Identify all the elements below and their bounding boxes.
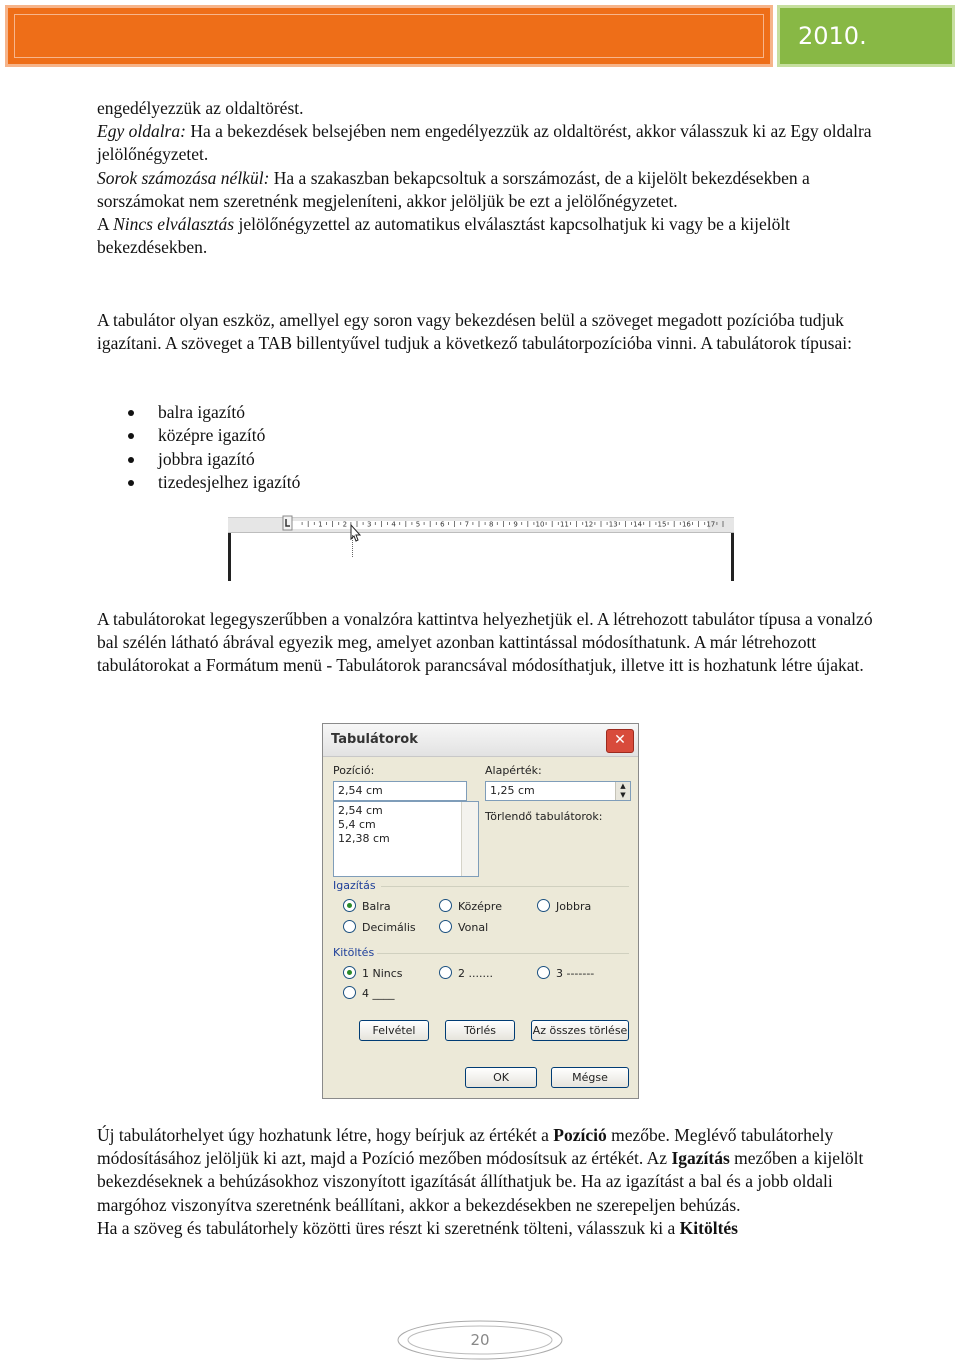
ruler-number: 11 [559, 520, 569, 529]
ruler-number: 6 [440, 520, 445, 529]
radio-decimal[interactable] [343, 920, 416, 934]
radio-icon [537, 899, 550, 912]
default-stops-input[interactable] [485, 781, 631, 801]
page-edge-right [731, 533, 734, 581]
radio-leader-dashes[interactable] [537, 966, 594, 980]
radio-icon [537, 966, 550, 979]
leader-group-label: Kitöltés [333, 946, 375, 959]
term: Egy oldalra: [97, 121, 186, 142]
ruler-scale [228, 515, 734, 531]
option-no-line-numbers [97, 167, 877, 213]
bold-term: Igazítás [671, 1148, 730, 1169]
delete-stops-label: Törlendő tabulátorok: [485, 810, 603, 823]
ruler-number: 9 [513, 520, 518, 529]
list-item: jobbra igazító [97, 448, 300, 471]
page-number [395, 1318, 565, 1362]
radio-center[interactable] [439, 899, 502, 913]
text: Ha a szöveg és tabulátorhely közötti üres részt ki szeretnénk tölteni, válasszuk ki a [97, 1217, 680, 1238]
text-line: engedélyezzük az oldaltörést. [97, 98, 304, 118]
radio-icon [343, 966, 356, 979]
close-icon[interactable]: ✕ [606, 729, 634, 753]
radio-icon [343, 920, 356, 933]
radio-icon [343, 899, 356, 912]
paragraph-options [97, 97, 877, 259]
ruler-number: 1 [318, 520, 323, 529]
clear-all-button[interactable]: Az összes törlése [531, 1020, 629, 1041]
paragraph-placement [97, 608, 877, 678]
term: Nincs elválasztás [113, 214, 235, 235]
alignment-group-label: Igazítás [333, 879, 376, 892]
divider [381, 886, 629, 887]
text: mezőbe. Meglévő tabulátorhely módosításához jelöljük ki azt, majd a Pozíció mezőben módosítsuk az értékét. Az [97, 1125, 834, 1169]
ok-button[interactable]: OK [465, 1067, 537, 1088]
ruler-number: 8 [488, 520, 494, 529]
radio-label: 4 ____ [362, 987, 395, 1000]
radio-label: 2 ....... [458, 967, 493, 980]
tab-stop-list[interactable] [333, 801, 479, 877]
text: Ha a szakaszban bekapcsoltuk a sorszámozást, de a kijelölt bekezdésekben a sorszámokat nem szeretnénk megjeleníteni, akkor jelöljük be ezt a jelölőnégyzetet. [97, 167, 810, 211]
bold-term: Pozíció [553, 1125, 607, 1145]
ruler-number: 13 [608, 520, 618, 529]
radio-icon [343, 986, 356, 999]
page-number-text: 20 [470, 1331, 490, 1349]
ruler-number: 3 [366, 520, 372, 529]
radio-leader-underline[interactable] [343, 986, 395, 1000]
tabulators-dialog [322, 723, 639, 1099]
text [97, 1124, 877, 1217]
radio-label: Balra [362, 900, 391, 913]
ruler-number: 5 [415, 520, 421, 529]
ruler-number: 12 [584, 520, 594, 529]
clear-button[interactable]: Törlés [445, 1020, 515, 1041]
radio-label: Jobbra [556, 900, 592, 913]
term: Sorok számozása nélkül: [97, 167, 270, 188]
text: Ha a bekezdések belsejében nem engedélyezzük az oldaltörést, akkor válasszuk ki az Egy oldalra jelölőnégyzetet. [97, 121, 872, 165]
ruler-number: 15 [657, 520, 667, 529]
default-value: 1,25 cm [490, 784, 535, 797]
text: Új tabulátorhelyet úgy hozhatunk létre, hogy beírjuk az értékét a [97, 1125, 554, 1145]
text: A [97, 214, 114, 235]
ruler-number: 16 [681, 520, 691, 529]
text [97, 1217, 877, 1240]
list-item[interactable]: 5,4 cm [338, 818, 376, 831]
ruler-number: 7 [464, 520, 470, 529]
tab-guide-line [352, 535, 354, 557]
option-no-hyphenation [97, 213, 877, 259]
tab-selector-icon[interactable] [282, 515, 294, 531]
text: jelölőnégyzettel az automatikus elválasztást kapcsolhatjuk ki vagy be a kijelölt bekezdésekben. [97, 214, 791, 258]
ruler-number: 10 [535, 520, 545, 529]
radio-bar[interactable] [439, 920, 488, 934]
page-header [5, 5, 955, 67]
text: A tabulátor olyan eszköz, amellyel egy soron vagy bekezdésen belül a szöveget megadott pozícióba tudjuk igazítani. A szöveget a TAB billentyűvel tudjuk a következő tabulátorpozícióba vinni. A tabulátorok típusai: [97, 310, 852, 354]
tab-types-list [97, 401, 300, 495]
text: mezőben a kijelölt bekezdéseknek a behúzásokhoz viszonyított igazítását állíthatjuk be. Ha az igazítást a bal és a jobb oldali margóhoz viszonyítva szeretnénk beállítani, akkor a bekezdésekben ne szerepeljen behúzás. [97, 1148, 864, 1215]
list-item[interactable]: 12,38 cm [338, 832, 390, 845]
dialog-titlebar [323, 724, 638, 757]
header-orange-band [5, 5, 773, 67]
list-item[interactable]: 2,54 cm [338, 804, 383, 817]
radio-right[interactable] [537, 899, 591, 913]
bold-term: Kitöltés [679, 1217, 738, 1238]
ruler-number: 17 [706, 520, 716, 529]
radio-left[interactable] [343, 899, 391, 913]
default-label: Alapérték: [485, 764, 542, 777]
radio-leader-dots[interactable] [439, 966, 493, 980]
radio-icon [439, 920, 452, 933]
radio-label: Középre [458, 900, 502, 913]
list-item: balra igazító [97, 401, 300, 424]
ruler-number: 4 [391, 520, 396, 529]
position-input[interactable]: 2,54 cm [333, 781, 467, 801]
header-year: 2010. [777, 5, 955, 67]
page-edge-left [228, 533, 231, 581]
dialog-title: Tabulátorok [331, 732, 418, 747]
option-one-page [97, 120, 877, 166]
radio-leader-none[interactable] [343, 966, 403, 980]
page-number-ornament-icon [395, 1318, 565, 1362]
radio-label: 3 ------- [556, 967, 595, 980]
text: A tabulátorokat legegyszerűbben a vonalzóra kattintva helyezhetjük el. A létrehozott tabulátor típusa a vonalzó bal szélén látható ábrával egyezik meg, amelyet azonban kattintással módosíthatunk. A már létrehozott tabulátorokat a Formátum menü - Tabulátorok parancsával módosíthatjuk, illetve itt is hozhatunk létre újakat. [97, 609, 873, 676]
paragraph-tabulator-intro [97, 309, 877, 355]
paragraph-dialog-usage [97, 1124, 877, 1240]
set-button[interactable]: Felvétel [359, 1020, 429, 1041]
spinner-arrows-icon[interactable]: ▲ ▼ [615, 782, 630, 800]
radio-icon [439, 966, 452, 979]
radio-icon [439, 899, 452, 912]
cancel-button[interactable]: Mégse [551, 1067, 629, 1088]
ruler-number: 14 [633, 520, 643, 529]
radio-label: 1 Nincs [362, 967, 403, 980]
position-label: Pozíció: [333, 764, 375, 777]
ruler-number: 2 [342, 520, 348, 529]
ruler-image [228, 515, 734, 583]
divider [377, 953, 629, 954]
radio-label: Vonal [458, 921, 489, 934]
list-item: tizedesjelhez igazító [97, 471, 300, 494]
radio-label: Decimális [362, 921, 416, 934]
scrollbar[interactable] [461, 802, 478, 876]
list-item: középre igazító [97, 424, 300, 447]
